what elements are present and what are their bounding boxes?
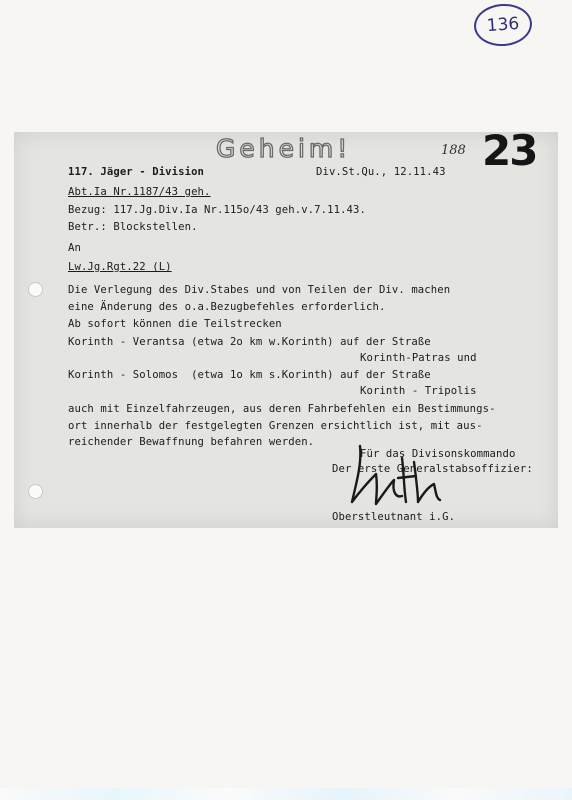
document-number: 23: [482, 126, 537, 175]
body-line: reichender Bewaffnung befahren werden.: [68, 436, 315, 448]
punch-hole-bottom: [28, 484, 43, 499]
punch-hole-top: [28, 282, 43, 297]
reference-line: Bezug: 117.Jg.Div.Ia Nr.115o/43 geh.v.7.11.43.: [68, 204, 366, 216]
closing-line-1: Für das Divisonskommando: [360, 448, 516, 460]
closing-line-2: Der erste Generalstabsoffizier:: [332, 463, 533, 475]
folio-number: 136: [486, 13, 520, 37]
body-line: Die Verlegung des Div.Stabes und von Teilen der Div. machen: [68, 284, 451, 296]
signer-rank: Oberstleutnant i.G.: [332, 511, 456, 523]
secret-stamp: Geheim!: [216, 134, 352, 163]
handwritten-number: 188: [441, 143, 466, 158]
unit-name: 117. Jäger - Division: [68, 166, 205, 178]
body-line: ort innerhalb der festgelegten Grenzen ersichtlich ist, mit aus-: [68, 420, 483, 432]
location-date: Div.St.Qu., 12.11.43: [316, 166, 446, 178]
recipient-name: Lw.Jg.Rgt.22 (L): [68, 261, 172, 273]
folio-number-circle: [473, 2, 534, 48]
recipient-salutation: An: [68, 242, 81, 254]
subject-line: Betr.: Blockstellen.: [68, 221, 198, 233]
department-line: Abt.Ia Nr.1187/43 geh.: [68, 186, 211, 198]
handwritten-signature: [346, 438, 446, 512]
scan-artifact-strip: [0, 788, 572, 800]
body-line: Korinth - Solomos (etwa 1o km s.Korinth) auf der Straße: [68, 369, 431, 381]
body-line: Korinth - Tripolis: [360, 385, 477, 397]
body-line: Korinth - Verantsa (etwa 2o km w.Korinth) auf der Straße: [68, 336, 431, 348]
body-line: eine Änderung des o.a.Bezugbefehles erforderlich.: [68, 301, 386, 313]
body-line: auch mit Einzelfahrzeugen, aus deren Fahrbefehlen ein Bestimmungs-: [68, 403, 496, 415]
body-line: Ab sofort können die Teilstrecken: [68, 318, 282, 330]
body-line: Korinth-Patras und: [360, 352, 477, 364]
